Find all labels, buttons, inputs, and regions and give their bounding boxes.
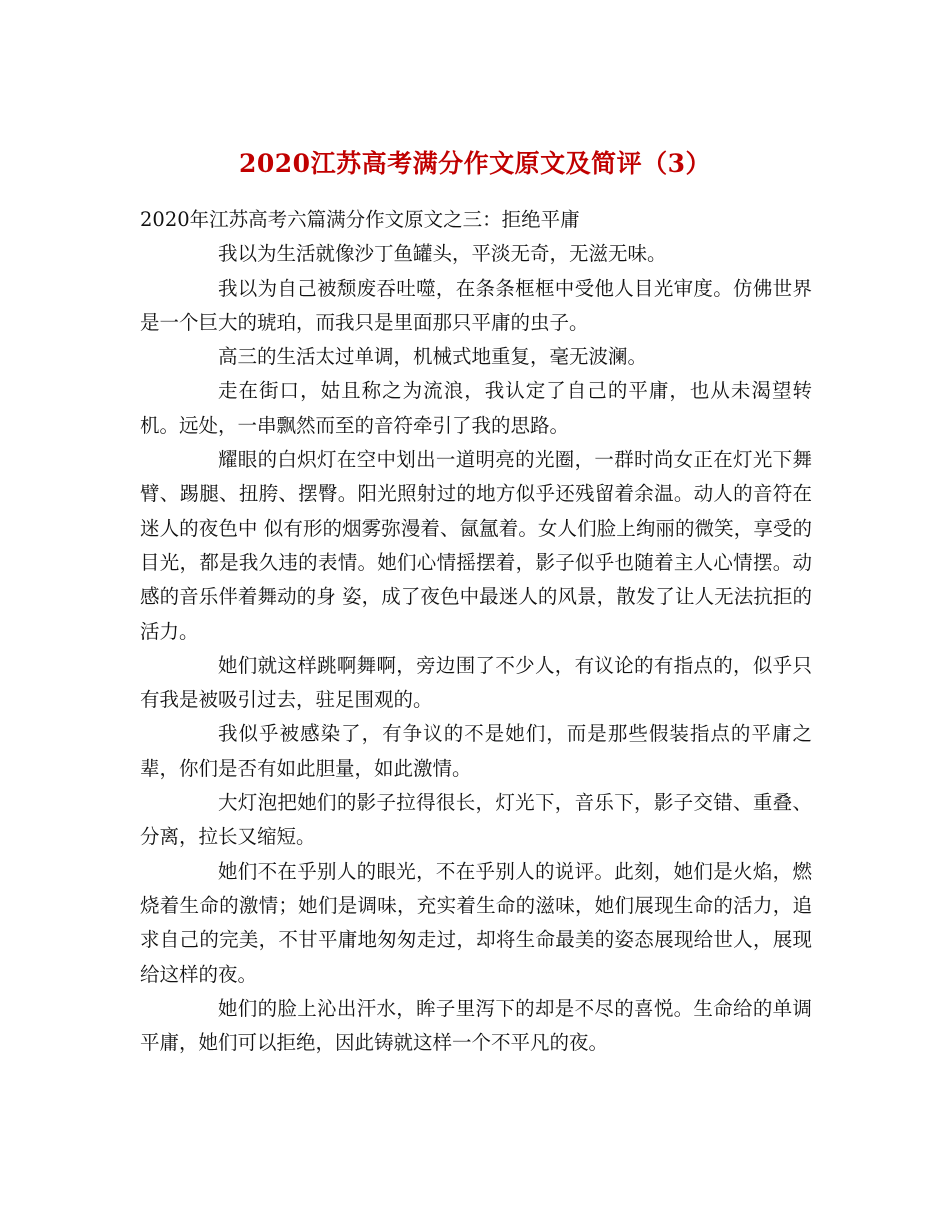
paragraph: 我似乎被感染了，有争议的不是她们，而是那些假装指点的平庸之辈，你们是否有如此胆量，如此激情。: [140, 722, 812, 780]
paragraph: 走在街口，姑且称之为流浪，我认定了自己的平庸，也从未渴望转机。远处，一串飘然而至的音符牵引了我的思路。: [140, 379, 812, 437]
paragraph: 高三的生活太过单调，机械式地重复，毫无波澜。: [218, 345, 648, 369]
paragraph: 她们的脸上沁出汗水，眸子里泻下的却是不尽的喜悦。生命给的单调平庸，她们可以拒绝，因此铸就这样一个不平凡的夜。: [140, 996, 812, 1055]
paragraph: 她们就这样跳啊舞啊，旁边围了不少人，有议论的有指点的，似乎只有我是被吸引过去，驻足围观的。: [140, 653, 812, 712]
paragraph: 耀眼的白炽灯在空中划出一道明亮的光圈，一群时尚女正在灯光下舞臂、踢腿、扭胯、摆臀。阳光照射过的地方似乎还残留着余温。动人的音符在迷人的夜色中 似有形的烟雾弥漫着、氤氲着。女人们脸上绚丽的微笑，享受的目光，都是我久违的表情。她们心情摇摆着，影子似乎也随着主人心情摆。动感的音乐伴着舞动的身 姿，成了夜色中最迷人的风景，散发了让人无法抗拒的活力。: [140, 448, 812, 643]
paragraph: 大灯泡把她们的影子拉得很长，灯光下，音乐下，影子交错、重叠、分离，拉长又缩短。: [140, 791, 812, 849]
paragraph: 我以为自己被颓废吞吐噬，在条条框框中受他人目光审度。仿佛世界是一个巨大的琥珀，而我只是里面那只平庸的虫子。: [140, 276, 812, 334]
document-body: [140, 203, 812, 1060]
document-title: 2020江苏高考满分作文原文及简评（3）: [239, 148, 711, 178]
paragraph: 我以为生活就像沙丁鱼罐头，平淡无奇，无滋无味。: [218, 242, 667, 266]
article-subtitle: 2020年江苏高考六篇满分作文原文之三：拒绝平庸: [140, 208, 580, 231]
paragraph: 她们不在乎别人的眼光，不在乎别人的说评。此刻，她们是火焰，燃烧着生命的激情；她们是调味，充实着生命的滋味，她们展现生命的活力，追求自己的完美，不甘平庸地匆匆走过，却将生命最美的姿态展现给世人，展现给这样的夜。: [140, 859, 812, 986]
